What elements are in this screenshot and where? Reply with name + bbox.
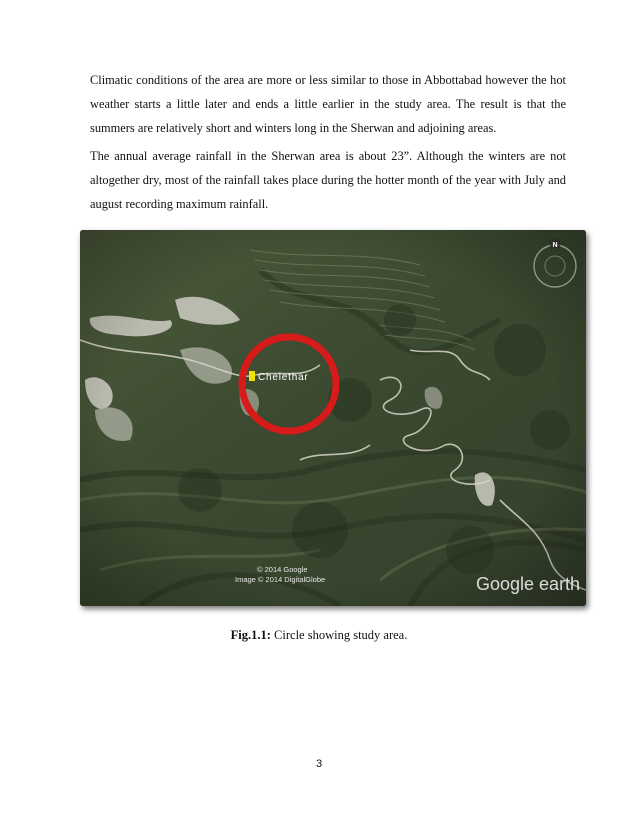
figure-caption-text: Circle showing study area. xyxy=(270,628,408,642)
satellite-map-image xyxy=(80,230,586,606)
figure-caption xyxy=(0,628,638,643)
compass-north-letter: N xyxy=(552,242,558,249)
google-earth-logo: Google earth xyxy=(476,574,581,594)
figure-caption-label: Fig.1.1: xyxy=(230,628,271,642)
satellite-map-figure xyxy=(80,230,586,606)
body-paragraph-climate: Climatic conditions of the area are more or less similar to those in Abbottabad however the hot weather starts a little later and ends a little earlier in the study area. The result is that the summers are relatively short and winters long in the Sherwan and adjoining areas. xyxy=(90,73,566,135)
placemark-label: Chelethar xyxy=(258,372,309,383)
imagery-credit-line-2: Image © 2014 DigitalGlobe xyxy=(235,575,326,584)
imagery-credit-line-1: © 2014 Google xyxy=(257,565,308,574)
page-number: 3 xyxy=(315,758,323,770)
body-paragraph-rainfall: The annual average rainfall in the Sherwan area is about 23”. Although the winters are not altogether dry, most of the rainfall takes place during the hotter month of the year with July and august recording maximum rainfall. xyxy=(90,149,566,211)
placemark-marker-icon xyxy=(249,371,255,381)
